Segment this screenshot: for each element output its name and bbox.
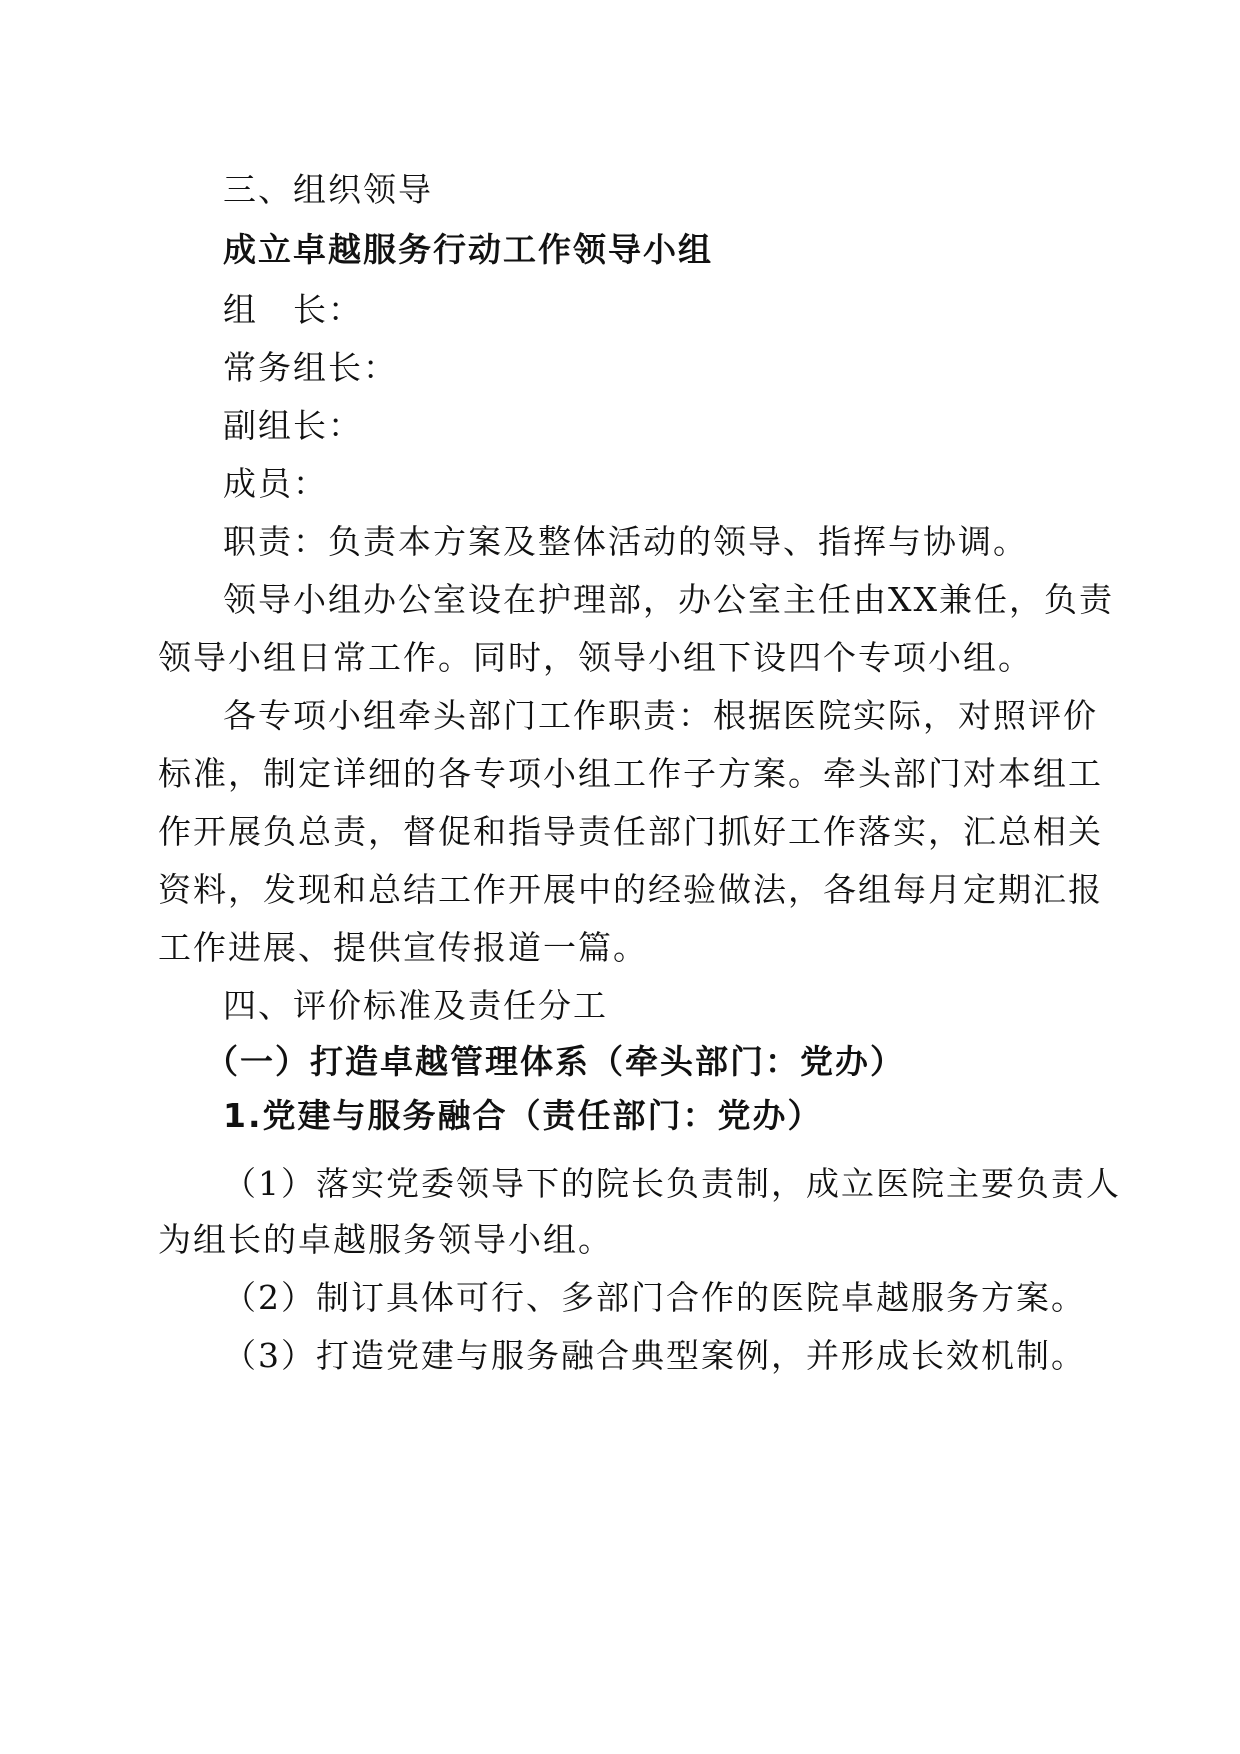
point-two-text: （2）制订具体可行、多部门合作的医院卓越服务方案。 bbox=[223, 1278, 1086, 1317]
point-one-line-2: 为组长的卓越服务领导小组。 bbox=[158, 1220, 613, 1259]
subgroup-paragraph-line-4: 资料，发现和总结工作开展中的经验做法，各组每月定期汇报 bbox=[158, 870, 1103, 909]
section-heading-evaluation: 四、评价标准及责任分工 bbox=[223, 986, 608, 1025]
executive-leader-label: 常务组长： bbox=[223, 348, 398, 387]
section-heading-organization: 三、组织领导 bbox=[223, 170, 433, 209]
part-one-heading: （一）打造卓越管理体系（牵头部门：党办） bbox=[205, 1042, 905, 1081]
leadership-group-heading: 成立卓越服务行动工作领导小组 bbox=[223, 230, 713, 269]
item-one-heading: 1.党建与服务融合（责任部门：党办） bbox=[223, 1096, 823, 1135]
office-paragraph-line-1: 领导小组办公室设在护理部，办公室主任由XX兼任，负责 bbox=[223, 580, 1114, 619]
deputy-leader-label: 副组长： bbox=[223, 406, 363, 445]
members-label: 成员： bbox=[223, 464, 328, 503]
subgroup-paragraph-line-1: 各专项小组牵头部门工作职责：根据医院实际，对照评价 bbox=[223, 696, 1098, 735]
group-leader-label: 组 长： bbox=[223, 290, 363, 329]
office-paragraph-line-2: 领导小组日常工作。同时，领导小组下设四个专项小组。 bbox=[158, 638, 1033, 677]
point-three-text: （3）打造党建与服务融合典型案例，并形成长效机制。 bbox=[223, 1336, 1086, 1375]
subgroup-paragraph-line-2: 标准，制定详细的各专项小组工作子方案。牵头部门对本组工 bbox=[158, 754, 1103, 793]
point-one-line-1: （1）落实党委领导下的院长负责制，成立医院主要负责人 bbox=[223, 1164, 1121, 1203]
subgroup-paragraph-line-3: 作开展负总责，督促和指导责任部门抓好工作落实，汇总相关 bbox=[158, 812, 1103, 851]
duty-text: 职责：负责本方案及整体活动的领导、指挥与协调。 bbox=[223, 522, 1028, 561]
subgroup-paragraph-line-5: 工作进展、提供宣传报道一篇。 bbox=[158, 928, 648, 967]
